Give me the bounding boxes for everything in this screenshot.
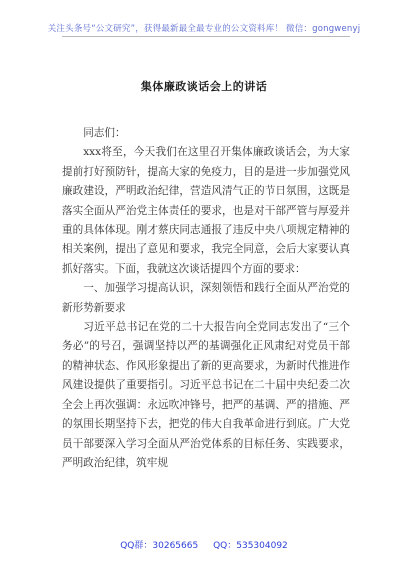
header-banner: 关注头条号“公文研究”，获得最新最全最专业的公文资料库！ 微信：gongwenyj [47,24,361,34]
footer-contact [0,538,408,551]
paragraph-intro: xxx将至，今天我们在这里召开集体廉政谈话会，为大家提前打好预防针，提高大家的免疫力，目的是进一步加强党风廉政建设，严明政治纪律，营造风清气正的节日氛围，这既是落实全面从严治党主体责任的要求，也是对干部严管与厚爱并重的具体体现。刚才蔡庆同志通报了违反中央八项规定精神的相关案例，提出了意见和要求，我完全同意，会后大家要认真抓好落实。下面，我就这次谈话提四个方面的要求： [62,146,350,275]
footer-qq-group: QQ群：30265665 [120,541,199,551]
footer-qq-number: QQ：535304092 [213,541,288,551]
salutation: 同志们： [83,127,126,139]
paragraph-section-1: 习近平总书记在党的二十大报告向全党同志发出了“三个务必”的号召，强调坚持以严的基调强化正风肃纪对党员干部的精神状态、作风形象提出了新的更高要求，为新时代推进作风建设提供了重要指引。习近平总书记在二十届中央纪委二次全会上再次强调：永远吹冲锋号，把严的基调、严的措施、严的氛围长期坚持下去，把党的伟大自我革命进行到底。广大党员干部要深入学习全面从严治党体系的目标任务、实践要求，严明政治纪律，筑牢规 [62,321,350,469]
document-body [62,124,350,473]
document-title: 集体廉政谈话会上的讲话 [140,80,268,93]
section-heading-1: 一、加强学习提高认识，深刻领悟和践行全面从严治党的新形势新要求 [62,282,350,314]
header-divider [62,36,350,37]
